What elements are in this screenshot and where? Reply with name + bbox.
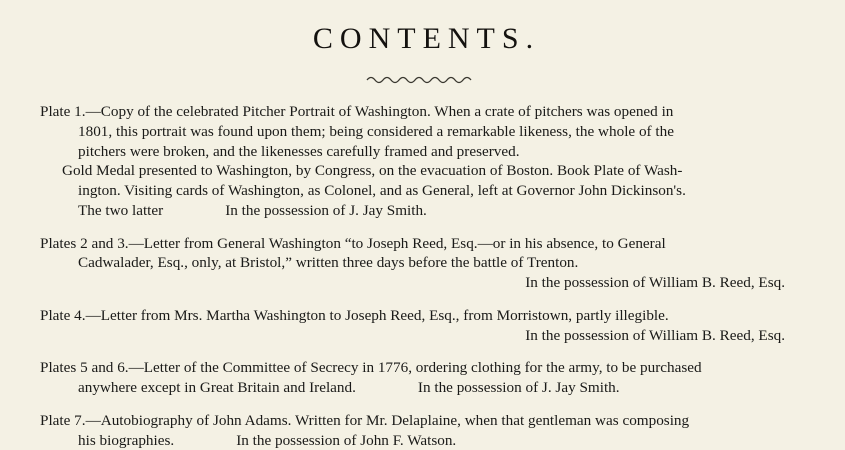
possession-note: In the possession of John F. Watson.: [174, 431, 456, 450]
entry-lead: Plate 4.: [40, 307, 86, 324]
entry-subtext: [40, 201, 803, 221]
entry-text: —Copy of the celebrated Pitcher Portrait of Washington. When a crate of pitchers was opened in: [86, 103, 674, 120]
entry-text: —Letter from Mrs. Martha Washington to Joseph Reed, Esq., from Morristown, partly illegible.: [86, 307, 669, 324]
page-title: CONTENTS.: [0, 22, 845, 56]
entry-lead: Plate 1.: [40, 103, 86, 120]
entry-text: pitchers were broken, and the likenesses carefully framed and preserved.: [40, 142, 803, 162]
possession-note: In the possession of William B. Reed, Esq.: [40, 326, 803, 346]
entry-text-line: his biographies.: [78, 432, 174, 449]
entry-text: 1801, this portrait was found upon them; being considered a remarkable likeness, the whole of the: [40, 122, 803, 142]
entry-text: —Autobiography of John Adams. Written for Mr. Delaplaine, when that gentleman was composing: [86, 412, 690, 429]
entry-text: [40, 378, 803, 398]
list-item: [40, 234, 803, 293]
entry-text-line: anywhere except in Great Britain and Ireland.: [78, 379, 356, 396]
contents-entry-list: [0, 102, 845, 450]
entry-subtext: ington. Visiting cards of Washington, as Colonel, and as General, left at Governor John Dickinson's.: [40, 181, 803, 201]
entry-lead: Plates 5 and 6.: [40, 359, 129, 376]
list-item: [40, 306, 803, 346]
entry-lead: Plates 2 and 3.: [40, 235, 129, 252]
possession-note: In the possession of J. Jay Smith.: [163, 201, 427, 221]
list-item: [40, 411, 803, 450]
list-item: [40, 358, 803, 398]
entry-text: Cadwalader, Esq., only, at Bristol,” written three days before the battle of Trenton.: [40, 253, 803, 273]
entry-text: [40, 431, 803, 450]
wavy-rule-ornament-icon: [0, 72, 845, 86]
possession-note: In the possession of J. Jay Smith.: [356, 378, 620, 398]
entry-subtext-line: The two latter: [78, 202, 163, 219]
entry-text: —Letter of the Committee of Secrecy in 1776, ordering clothing for the army, to be purchased: [129, 359, 702, 376]
entry-lead: Plate 7.: [40, 412, 86, 429]
list-item: [40, 102, 803, 221]
entry-subtext: Gold Medal presented to Washington, by Congress, on the evacuation of Boston. Book Plate of Wash-: [40, 161, 803, 181]
possession-note: In the possession of William B. Reed, Esq.: [40, 273, 803, 293]
contents-page: [0, 22, 845, 426]
entry-text: —Letter from General Washington “to Joseph Reed, Esq.—or in his absence, to General: [129, 235, 666, 252]
